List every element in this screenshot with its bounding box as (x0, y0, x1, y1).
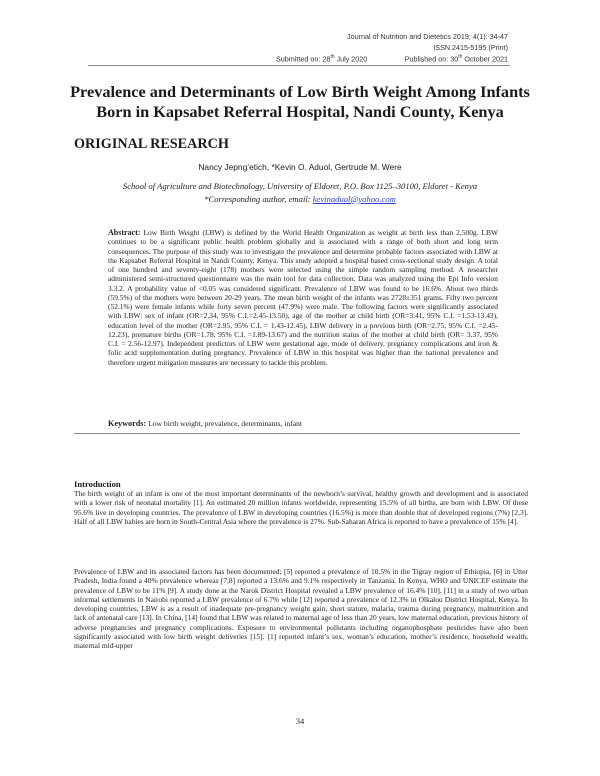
issn: ISSN 2415-5195 (Print) (433, 43, 508, 52)
introduction-heading: Introduction (74, 479, 121, 489)
intro-paragraph-1: The birth weight of an infant is one of the most important determinants of the newborn’s survival, healthy growth and development and is associated with a lower risk of neonatal mortality [1]. An estimated 20 million infants worldwide, representing 15.5% of all births, are born with LBW. Of these 95.6% live in developing countries. The prevalence of LBW in developing countries (16.5%) is more than double that of developed regions (7%) [2,3]. Half of all LBW babies are born in South-Central Asia where the prevalence is 27%. Sub-Saharan Africa is reported to have a prevalence of 15% [4]. (74, 489, 528, 526)
author-list: Nancy Jepng’etich, *Kevin O. Aduol, Gertrude M. Were (198, 162, 402, 172)
keywords (108, 419, 508, 428)
header-divider (88, 65, 510, 66)
page-number: 34 (295, 716, 305, 726)
keywords-text: Low birth weight, prevalence, determinants, infant (146, 419, 303, 428)
submitted-date: Submitted on: 28th July 2020 (276, 54, 368, 64)
affiliation (40, 180, 560, 205)
article-type: ORIGINAL RESEARCH (74, 136, 229, 152)
intro-paragraph-2: Prevalence of LBW and its associated factors has been documented; [5] reported a prevalence of 10.5% in the Tigray region of Ethiopia, [6] in Utter Pradesh, India found a 40% prevalence whereas [7,8] reported a 13.6% and 9.1% respectively in Tanzania. In Kenya, WHO and UNICEF estimate the prevalence of LBW to be 11% [9]. A study done at the Narok District Hospital revealed a LBW prevalence of 16.4% [10]. [11] in a study of two urban informal settlements in Nairobi reported a LBW prevalence of 6.7% while [12] reported a prevalence of 12.3% in Olkalou District Hospital, Kenya. In developing countries, LBW is as a result of inadequate pre-pregnancy weight gain, short stature, malaria, trauma during pregnancy, malnutrition and lack of antenatal care [13]. In China, [14] found that LBW was related to maternal age of less than 20 years, low maternal education, previous history of adverse pregnancies and pregnancy complications. Exposure to environmental pollutants including organophosphate pesticides have also been significantly associated with low birth weight deliveries [15]. [1] reported infant’s sex, woman’s education, mother’s residence, household wealth, maternal mid-upper (74, 567, 528, 651)
abstract-text: Low Birth Weight (LBW) is defined by the World Health Organization as weight at birth less than 2,500g. LBW continues to be a significant public health problem globally and is associated with a range of both short and long term consequences. The purpose of this study was to investigate the prevalence and determine probable factors associated with LBW at the Kapsabet Referral Hospital in Nandi County, Kenya. This study adopted a hospital based cross-sectional study design. A total of one hundred and seventy-eight (178) mothers were selected using the simple random sampling method. A researcher administered semi-structured questionnaire was the main tool for data collection. Data was analyzed using the Epi Info version 3.3.2. A probability value of <0.05 was considered significant. Prevalence of LBW was found to be 16.6%. About two thirds (59.5%) of the mothers were between 20-29 years. The mean birth weight of the infants was 2728±351 grams. Fifty two percent (52.1%) were female infants while forty seven percent (47.9%) were male. The following factors were significantly associated with LBW: sex of infant (OR=2.34, 95% C.I.=2.45-13.50), age of the mother at child birth (OR=3.41, 95% C.I. =1.53-13.43), education level of the mother (OR=2.95, 95% C.I. = 1.43-12.45), LBW delivery in a previous birth (OR=2.75, 95% C.I. =2.45-12.23), premature births (OR=1.78, 95% C.I. =1.89-13.67) and the nutrition status of the mother at child birth (OR= 3.37, 95% C.I. = 2.56-12.97). Independent predictors of LBW were gestational age, mode of delivery, pregnancy complications and iron & folic acid supplementation during pregnancy. Prevalence of LBW in this hospital was higher than the national prevalence and therefore urgent mitigation measures are necessary to tackle this problem. (108, 228, 498, 367)
abstract-label: Abstract: (108, 228, 141, 237)
corresponding-author: *Corresponding author, email: kevinaduol@yahoo.com (204, 193, 396, 204)
abstract (108, 228, 498, 367)
journal-citation: Journal of Nutrition and Dietetics 2019; 4(1): 34-47 (346, 32, 508, 41)
author-email-link[interactable]: kevinaduol@yahoo.com (312, 193, 396, 204)
published-date: Published on: 30th October 2021 (404, 54, 508, 64)
keywords-divider (74, 433, 520, 434)
paper-title: Prevalence and Determinants of Low Birth Weight Among Infants Born in Kapsabet Referral Hospital, Nandi County, Kenya (70, 82, 530, 121)
affiliation-line: School of Agriculture and Biotechnology, University of Eldoret, P.O. Box 1125–30100, Eldoret - Kenya (122, 181, 478, 191)
keywords-label: Keywords: (108, 419, 147, 428)
